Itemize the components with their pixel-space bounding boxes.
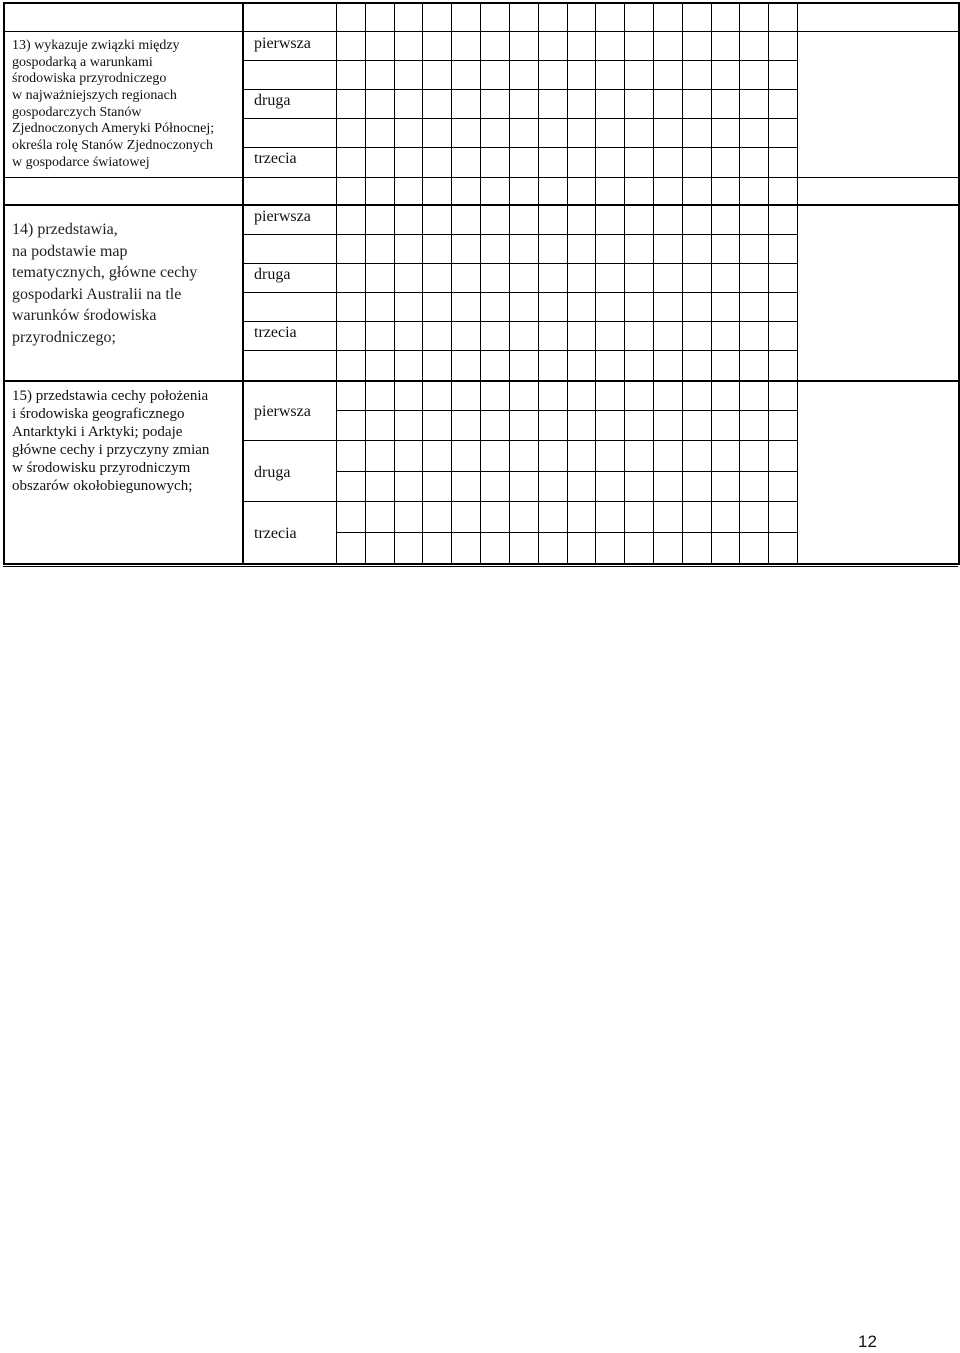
grid-row-line [242,89,797,90]
requirement-14: 14) przedstawia, na podstawie map tematycznych, główne cechy gospodarki Australii na tle warunków środowiska przyrodniczego; [12,221,198,346]
grid-section-rule [3,380,958,382]
level-label-13-pierwsza: pierwsza [254,35,311,52]
grid-score-column-line [365,2,366,565]
grid-row-line [242,321,797,322]
grid-score-row-line [336,471,797,472]
grid-score-row-line [336,532,797,533]
grid-score-column-line [422,2,423,565]
level-label-14-pierwsza: pierwsza [254,208,311,225]
grid-level-divider [336,2,337,565]
grid-score-column-line [682,2,683,565]
level-label-13-druga: druga [254,92,291,109]
grid-score-column-line [451,2,452,565]
grid-score-column-line [739,2,740,565]
level-label-15-druga: druga [254,464,291,481]
grid-score-column-line [595,2,596,565]
level-label-15-trzecia: trzecia [254,525,297,542]
grid-score-row-line [336,410,797,411]
grid-score-column-line [394,2,395,565]
grid-score-column-line [567,2,568,565]
grid-score-end-divider [797,2,798,565]
requirement-15: 15) przedstawia cechy położenia i środowiska geograficznego Antarktyki i Arktyki; podaje główne cechy i przyczyny zmian w środowisku przyrodniczym obszarów okołobiegunowych; [12,388,210,494]
grid-score-column-line [538,2,539,565]
grid-score-column-line [624,2,625,565]
grid-bottom-rule [3,566,958,567]
page-number: 12 [858,1332,877,1351]
grid-row-line [242,350,797,351]
grid-row-line [242,118,797,119]
level-label-14-druga: druga [254,266,291,283]
grid-left-border [3,2,5,565]
grid-requirement-divider [242,2,244,565]
level-label-14-trzecia: trzecia [254,324,297,341]
grid-row-line [242,234,797,235]
grid-row-line [242,147,797,148]
grid-section-rule [3,177,958,178]
grid-score-column-line [509,2,510,565]
grid-row-line [242,440,797,441]
grid-score-column-line [480,2,481,565]
grid-row-line [242,501,797,502]
level-label-13-trzecia: trzecia [254,150,297,167]
grid-section-rule [3,204,958,206]
level-label-15-pierwsza: pierwsza [254,403,311,420]
grid-row-line [242,60,797,61]
grid-score-column-line [768,2,769,565]
grid-row-line [242,292,797,293]
requirement-13: 13) wykazuje związki między gospodarką a warunkami środowiska przyrodniczego w najważniejszych regionach gospodarczych Stanów Zjednoczonych Ameryki Północnej; określa rolę Stanów Zjednoczonych w gospodarce światowej [12,38,215,170]
grid-score-column-line [653,2,654,565]
grid-score-column-line [711,2,712,565]
grid-header-rule [3,31,958,32]
grid-row-line [242,263,797,264]
